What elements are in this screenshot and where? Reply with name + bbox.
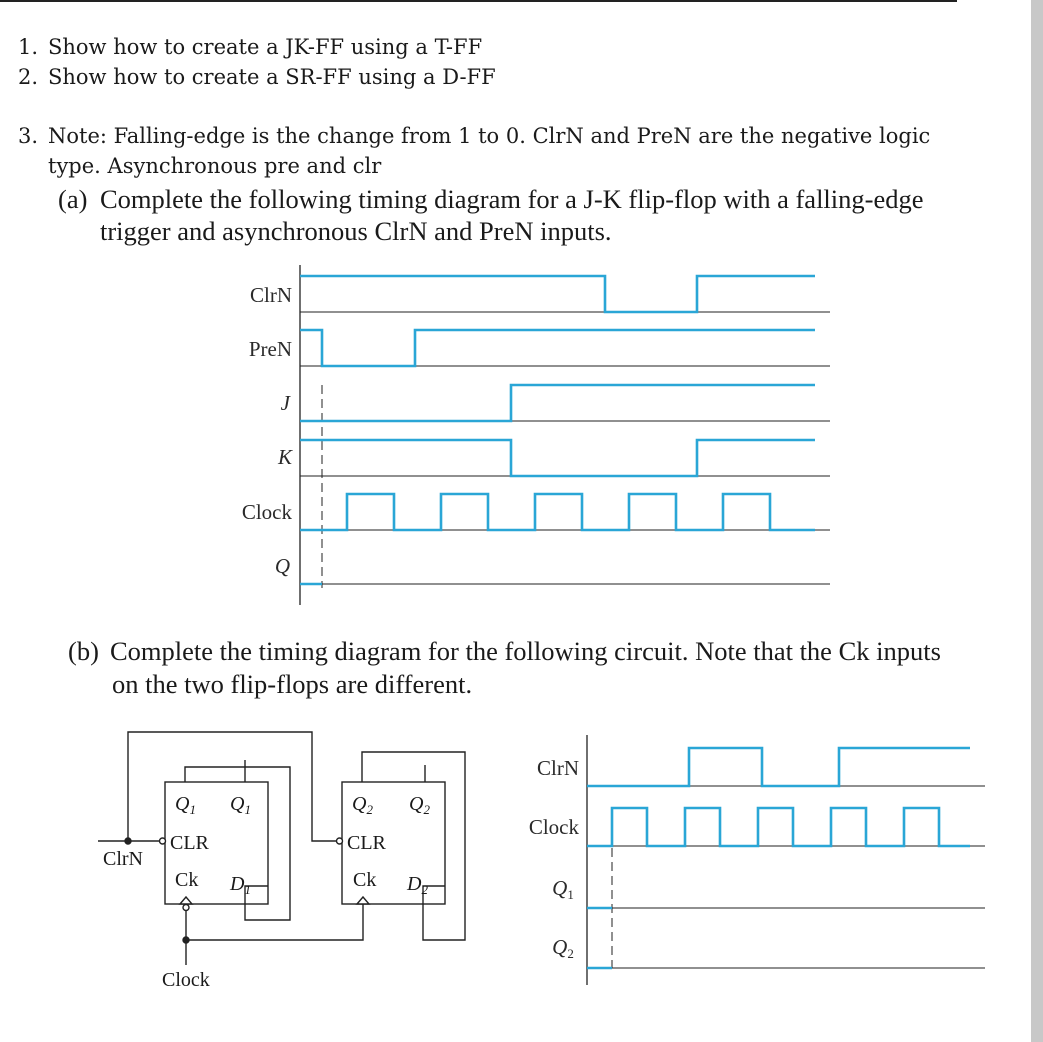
part-a-text-1: Complete the following timing diagram for a J-K flip-flop with a falling-edge: [100, 184, 924, 214]
ff2-clr-label: CLR: [347, 832, 386, 854]
label-q2-b: Q2: [552, 935, 574, 961]
question-3-number: 3.: [17, 124, 38, 148]
wave-k-a: [300, 440, 815, 476]
part-b-text-2: on the two flip-flops are different.: [112, 669, 473, 699]
question-2-number: 2.: [17, 65, 38, 89]
ff2-q-label: $Q_2$: [409, 793, 430, 817]
circuit-clock-label: Clock: [162, 969, 210, 991]
label-q1-b: Q1: [552, 876, 574, 902]
ff1-ck-label: Ck: [175, 869, 199, 891]
ff1-clock-bubble: [183, 905, 189, 911]
ff2-clr-bubble: [337, 838, 343, 844]
timing-b-waveforms: [587, 748, 970, 968]
part-b-text-1: Complete the timing diagram for the following circuit. Note that the Ck inputs: [110, 636, 941, 666]
junction-clock: [183, 937, 189, 943]
ff1-clr-bubble: [160, 838, 166, 844]
ff2-d-label: $D_2$: [407, 873, 428, 897]
junction-clrn: [125, 838, 131, 844]
question-3-continued: type. Asynchronous pre and clr: [48, 154, 382, 178]
wave-clock-b: [587, 808, 970, 846]
wire-clock-ff2: [186, 904, 363, 940]
wave-clock-a: [300, 494, 815, 530]
timing-diagram-a: [242, 265, 830, 605]
ff1-qbar-label: $Q_1$: [175, 793, 196, 817]
timing-diagram-b: [529, 735, 985, 985]
question-3-text: Note: Falling-edge is the change from 1 to 0. ClrN and PreN are the negative logic: [48, 124, 931, 148]
ff2-clock-triangle: [357, 897, 369, 904]
question-2-text: Show how to create a SR-FF using a D-FF: [48, 65, 496, 89]
ff1-d-label: $D_1$: [230, 873, 251, 897]
label-clock-a: Clock: [241, 500, 292, 524]
ff2-qbar-label: $Q_2$: [352, 793, 373, 817]
question-1-text: Show how to create a JK-FF using a T-FF: [48, 35, 483, 59]
part-b-label: (b): [68, 636, 99, 666]
wave-j-a: [300, 385, 815, 421]
timing-a-baselines: [300, 312, 830, 584]
label-pren-a: PreN: [248, 337, 292, 361]
label-clrn-a: ClrN: [250, 283, 292, 307]
label-j-a: J: [280, 391, 290, 415]
wire-clrn-top-loop: [128, 732, 336, 841]
wave-clrn-a: [300, 276, 815, 312]
circuit-clrn-label: ClrN: [103, 848, 143, 870]
ff1-clr-label: CLR: [170, 832, 209, 854]
part-a-text-2: trigger and asynchronous ClrN and PreN inputs.: [100, 216, 612, 246]
ff1-clock-triangle: [180, 897, 192, 904]
timing-a-waveforms: [300, 276, 815, 584]
question-1-number: 1.: [17, 35, 38, 59]
ff1-q-label: $Q_1$: [230, 793, 251, 817]
ff2-ck-label: Ck: [353, 869, 377, 891]
wave-pren-a: [300, 330, 815, 366]
label-k-a: K: [277, 445, 292, 469]
wave-clrn-b: [607, 748, 970, 786]
circuit-diagram: [98, 732, 465, 965]
label-clrn-b: ClrN: [537, 756, 579, 780]
label-q-a: Q: [274, 554, 290, 578]
label-clock-b: Clock: [528, 815, 579, 839]
part-a-label: (a): [58, 184, 88, 214]
circuit-labels: [103, 793, 430, 991]
